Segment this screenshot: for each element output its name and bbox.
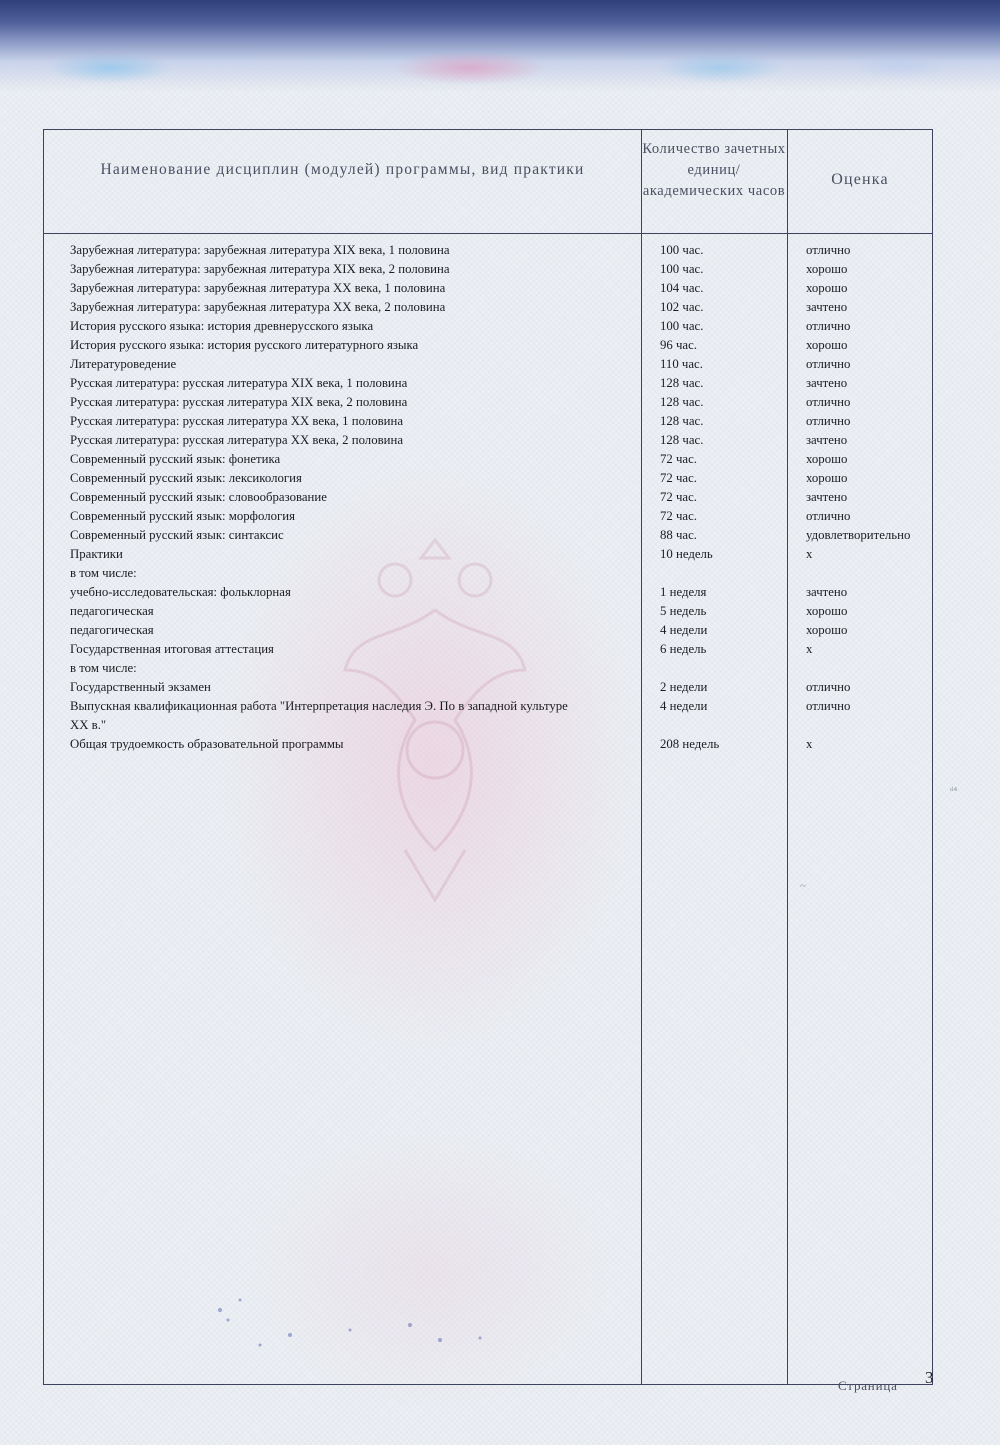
hours-value: 4 недели — [660, 699, 708, 713]
grade-value: x — [806, 547, 813, 561]
discipline-name: Общая трудоемкость образовательной программы — [70, 737, 344, 751]
grade-value: зачтено — [806, 490, 848, 504]
hours-value: 208 недель — [660, 737, 720, 751]
hours-value: 6 недель — [660, 642, 707, 656]
grade-value: зачтено — [806, 433, 848, 447]
hours-value: 5 недель — [660, 604, 707, 618]
grade-value: отлично — [806, 243, 851, 257]
discipline-name: Зарубежная литература: зарубежная литература XX века, 2 половина — [70, 300, 446, 314]
grade-value: отлично — [806, 509, 851, 523]
table-row — [70, 412, 930, 431]
grade-value: хорошо — [806, 281, 848, 295]
discipline-name: Современный русский язык: лексикология — [70, 471, 302, 485]
discipline-name: Современный русский язык: фонетика — [70, 452, 281, 466]
table-row — [70, 640, 930, 659]
table-row — [70, 469, 930, 488]
discipline-name: учебно-исследовательская: фольклорная — [70, 585, 291, 599]
table-row — [70, 450, 930, 469]
grade-value: хорошо — [806, 452, 848, 466]
hours-value: 72 час. — [660, 471, 697, 485]
hours-value: 72 час. — [660, 509, 697, 523]
hours-value: 102 час. — [660, 300, 704, 314]
discipline-name: педагогическая — [70, 604, 154, 618]
grade-value: x — [806, 737, 813, 751]
table-row — [70, 241, 930, 260]
hours-value: 72 час. — [660, 490, 697, 504]
table-row — [70, 659, 930, 678]
table-row — [70, 393, 930, 412]
discipline-name: Зарубежная литература: зарубежная литература XIX века, 1 половина — [70, 243, 450, 257]
table-row — [70, 735, 930, 754]
discipline-name: Практики — [70, 547, 123, 561]
grade-value: отлично — [806, 680, 851, 694]
table-body — [70, 241, 930, 754]
hours-value: 2 недели — [660, 680, 708, 694]
table-row — [70, 279, 930, 298]
header-grade: Оценка — [831, 171, 889, 188]
discipline-name: История русского языка: история древнерусского языка — [70, 319, 374, 333]
hours-value: 128 час. — [660, 376, 704, 390]
grade-value: хорошо — [806, 604, 848, 618]
grade-value: хорошо — [806, 623, 848, 637]
hours-value: 96 час. — [660, 338, 697, 352]
hours-value: 110 час. — [660, 357, 703, 371]
grade-value: хорошо — [806, 471, 848, 485]
grade-value: x — [806, 642, 813, 656]
table-row — [70, 355, 930, 374]
page-number: 3 — [925, 1368, 934, 1387]
grade-value: отлично — [806, 414, 851, 428]
header-credits-hours: Количество зачетных единиц/ академических часов — [642, 141, 786, 199]
discipline-name: Современный русский язык: морфология — [70, 509, 295, 523]
discipline-name: Литературоведение — [70, 357, 177, 371]
hours-value: 100 час. — [660, 319, 704, 333]
hours-value: 100 час. — [660, 243, 704, 257]
table-row — [70, 621, 930, 640]
discipline-name: Русская литература: русская литература XX века, 1 половина — [70, 414, 404, 428]
discipline-name: Современный русский язык: синтаксис — [70, 528, 284, 542]
discipline-name: Русская литература: русская литература XX века, 2 половина — [70, 433, 404, 447]
table-row — [70, 374, 930, 393]
grade-value: зачтено — [806, 300, 848, 314]
table-row — [70, 564, 930, 583]
table-row — [70, 678, 930, 697]
hours-value: 72 час. — [660, 452, 697, 466]
hours-value: 10 недель — [660, 547, 713, 561]
table-row — [70, 431, 930, 450]
decorative-top-band — [0, 0, 1000, 92]
hours-value: 88 час. — [660, 528, 697, 542]
grade-value: отлично — [806, 395, 851, 409]
hours-value: 1 неделя — [660, 585, 707, 599]
hours-value: 100 час. — [660, 262, 704, 276]
margin-mark: ᵈ⁴ — [950, 785, 958, 797]
hours-value: 104 час. — [660, 281, 704, 295]
hours-value: 128 час. — [660, 414, 704, 428]
grade-value: удовлетворительно — [806, 528, 911, 542]
grade-value: отлично — [806, 319, 851, 333]
table-row — [70, 583, 930, 602]
grade-value: хорошо — [806, 262, 848, 276]
header-discipline-name: Наименование дисциплин (модулей) программы, вид практики — [100, 161, 585, 178]
margin-mark: ~ — [800, 880, 806, 892]
grade-value: отлично — [806, 699, 851, 713]
table-row — [70, 488, 930, 507]
hours-value: 128 час. — [660, 395, 704, 409]
table-row — [70, 526, 930, 545]
discipline-name: Русская литература: русская литература XIX века, 2 половина — [70, 395, 408, 409]
table-row — [70, 545, 930, 564]
discipline-name: в том числе: — [70, 566, 137, 580]
grade-value: зачтено — [806, 376, 848, 390]
grade-value: зачтено — [806, 585, 848, 599]
discipline-name: История русского языка: история русского литературного языка — [70, 338, 419, 352]
table-row — [70, 260, 930, 279]
discipline-name: Государственный экзамен — [70, 680, 211, 694]
hours-value: 4 недели — [660, 623, 708, 637]
discipline-name: Современный русский язык: словообразование — [70, 490, 327, 504]
table-row — [70, 317, 930, 336]
discipline-name: Русская литература: русская литература XIX века, 1 половина — [70, 376, 408, 390]
discipline-name: Выпускная квалификационная работа "Интерпретация наследия Э. По в западной культуре XX в." — [70, 699, 568, 732]
table-row — [70, 602, 930, 621]
discipline-name: педагогическая — [70, 623, 154, 637]
table-row — [70, 507, 930, 526]
hours-value: 128 час. — [660, 433, 704, 447]
discipline-name: Зарубежная литература: зарубежная литература XIX века, 2 половина — [70, 262, 450, 276]
header-divider — [44, 233, 932, 234]
table-row — [70, 697, 930, 735]
grade-value: хорошо — [806, 338, 848, 352]
discipline-name: Зарубежная литература: зарубежная литература XX века, 1 половина — [70, 281, 446, 295]
page-label: Страница — [838, 1378, 898, 1393]
discipline-name: Государственная итоговая аттестация — [70, 642, 274, 656]
table-row — [70, 336, 930, 355]
discipline-name: в том числе: — [70, 661, 137, 675]
table-row — [70, 298, 930, 317]
grade-value: отлично — [806, 357, 851, 371]
